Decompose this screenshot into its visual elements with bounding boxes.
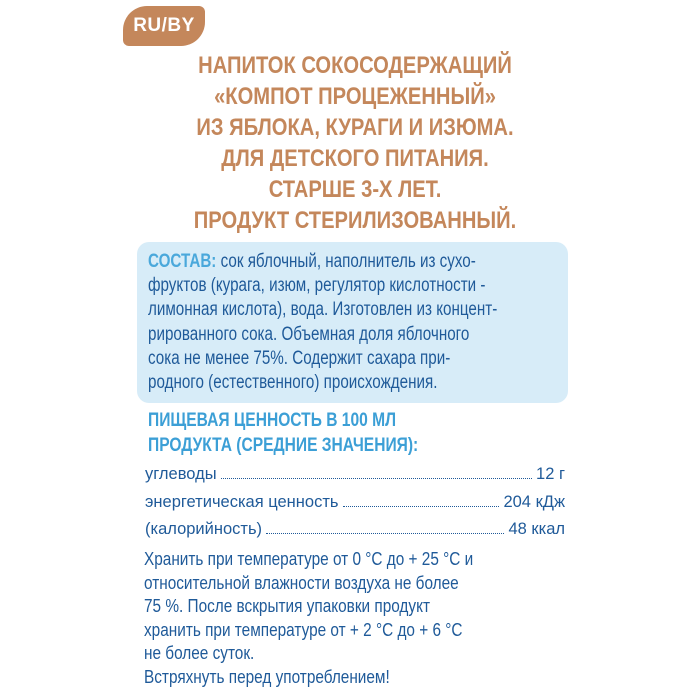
composition-line: рированного сока. Объемная доля яблочного xyxy=(148,323,470,345)
nutrition-label: углеводы xyxy=(145,465,217,483)
composition-line: родного (естественного) происхождения. xyxy=(148,372,438,394)
nutrition-row-energy xyxy=(145,490,565,514)
composition-label: СОСТАВ: xyxy=(148,251,217,272)
storage-line: Встряхнуть перед употреблением! xyxy=(144,665,390,687)
composition-text xyxy=(148,250,572,395)
nutrition-value: 12 г xyxy=(536,465,565,483)
title-line: ИЗ ЯБЛОКА, КУРАГИ И ИЗЮМА. xyxy=(196,114,514,141)
storage-line: относительной влажности воздуха не более xyxy=(144,571,459,593)
nutrition-heading xyxy=(148,408,418,458)
nutrition-row-carbs xyxy=(145,462,565,486)
storage-line: 75 %. После вскрытия упаковки продукт xyxy=(144,595,430,616)
nutrition-heading-line: ПИЩЕВАЯ ЦЕННОСТЬ В 100 МЛ xyxy=(148,410,397,431)
composition-line: сока не менее 75%. Содержит сахара при- xyxy=(148,347,451,369)
storage-line: хранить при температуре от + 2 °С до + 6 °С xyxy=(144,618,463,640)
composition-box xyxy=(137,242,568,403)
nutrition-row-calories xyxy=(145,517,565,541)
storage-line: не более суток. xyxy=(144,642,255,663)
storage-line: Хранить при температуре от 0 °С до + 25 °С и xyxy=(144,548,474,569)
nutrition-label: энергетическая ценность xyxy=(145,493,339,511)
title-line: СТАРШЕ 3-Х ЛЕТ. xyxy=(268,176,442,203)
nutrition-value: 48 ккал xyxy=(508,520,565,538)
dot-leader xyxy=(221,477,532,479)
nutrition-heading-line: ПРОДУКТА (СРЕДНИЕ ЗНАЧЕНИЯ): xyxy=(148,435,419,456)
dot-leader xyxy=(343,505,500,507)
language-badge: RU/BY xyxy=(123,6,205,46)
title-line: ДЛЯ ДЕТСКОГО ПИТАНИЯ. xyxy=(221,145,489,172)
title-line: «КОМПОТ ПРОЦЕЖЕННЫЙ» xyxy=(214,83,496,110)
product-title xyxy=(166,50,544,236)
title-line: ПРОДУКТ СТЕРИЛИЗОВАННЫЙ. xyxy=(193,207,517,234)
composition-line: сок яблочный, наполнитель из сухо- xyxy=(216,251,476,272)
nutrition-label: (калорийность) xyxy=(145,520,263,538)
dot-leader xyxy=(266,532,504,534)
composition-line: фруктов (курага, изюм, регулятор кислотности - xyxy=(148,275,486,297)
nutrition-value: 204 кДж xyxy=(503,493,565,511)
storage-instructions xyxy=(144,547,576,688)
composition-line: лимонная кислота), вода. Изготовлен из концент- xyxy=(148,299,498,321)
title-line: НАПИТОК СОКОСОДЕРЖАЩИЙ xyxy=(198,52,512,79)
